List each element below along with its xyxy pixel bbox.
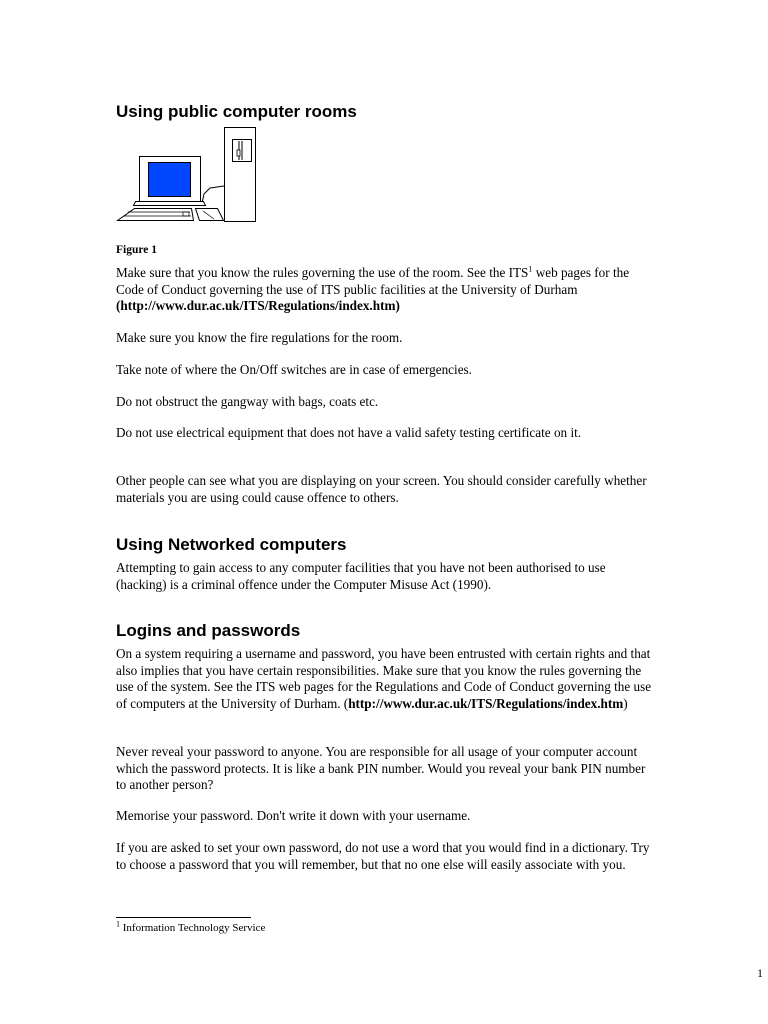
document-page: [116, 0, 763, 1024]
footnote-divider: [116, 917, 251, 918]
heading-logins-passwords: Logins and passwords: [116, 621, 301, 640]
paragraph-room-rules: [116, 265, 652, 315]
heading-public-computer-rooms: Using public computer rooms: [116, 102, 357, 121]
regulations-link[interactable]: (http://www.dur.ac.uk/ITS/Regulations/index.htm): [116, 298, 400, 313]
paragraph-text: web pages for the Code of Conduct governing the use of ITS public facilities at the University of Durham: [116, 265, 630, 297]
paragraph-gangway: Do not obstruct the gangway with bags, coats etc.: [116, 394, 379, 409]
paragraph-hacking: Attempting to gain access to any computer facilities that you have not been authorised to use (hacking) is a criminal offence under the Computer Misuse Act (1990).: [116, 560, 606, 592]
paragraph-on-off-switches: Take note of where the On/Off switches are in case of emergencies.: [116, 362, 472, 377]
paragraph-never-reveal: Never reveal your password to anyone. You are responsible for all usage of your computer account which the password protects. It is like a bank PIN number. Would you reveal your bank PIN number to another person?: [116, 744, 646, 792]
paragraph-text: Make sure that you know the rules governing the use of the room. See the ITS: [116, 265, 529, 280]
paragraph-electrical-equipment: Do not use electrical equipment that does not have a valid safety testing certificate on it.: [116, 425, 582, 440]
footnote-reference[interactable]: 1: [528, 264, 533, 274]
figure-caption: Figure 1: [116, 244, 157, 256]
paragraph-text: On a system requiring a username and password, you have been entrusted with certain rights and that also implies that you have certain responsibilities. Make sure that you know the rules governing the use of the system. See the ITS web pages for the Regulations and Code of Conduct governing the use of computers at the University of Durham. (: [116, 646, 652, 711]
footnote-text: Information Technology Service: [120, 922, 266, 934]
heading-networked-computers: Using Networked computers: [116, 535, 347, 554]
paragraph-system-responsibilities: [116, 646, 652, 712]
regulations-link-2[interactable]: http://www.dur.ac.uk/ITS/Regulations/index.htm: [348, 695, 624, 711]
paragraph-screen-content: Other people can see what you are displaying on your screen. You should consider carefully whether materials you are using could cause offence to others.: [116, 473, 647, 505]
footnote-mark: 1: [116, 919, 120, 929]
paragraph-memorise: Memorise your password. Don't write it down with your username.: [116, 808, 471, 823]
paragraph-text: ): [623, 695, 628, 711]
computer-illustration-icon: [116, 126, 258, 224]
paragraph-fire-regulations: Make sure you know the fire regulations for the room.: [116, 330, 403, 345]
page-number: 1: [757, 966, 763, 980]
paragraph-choose-password: If you are asked to set your own password, do not use a word that you would find in a dictionary. Try to choose a password that you will remember, but that no one else will easily associate with you.: [116, 840, 650, 872]
monitor-screen: [149, 163, 191, 197]
footnote: [116, 921, 265, 935]
